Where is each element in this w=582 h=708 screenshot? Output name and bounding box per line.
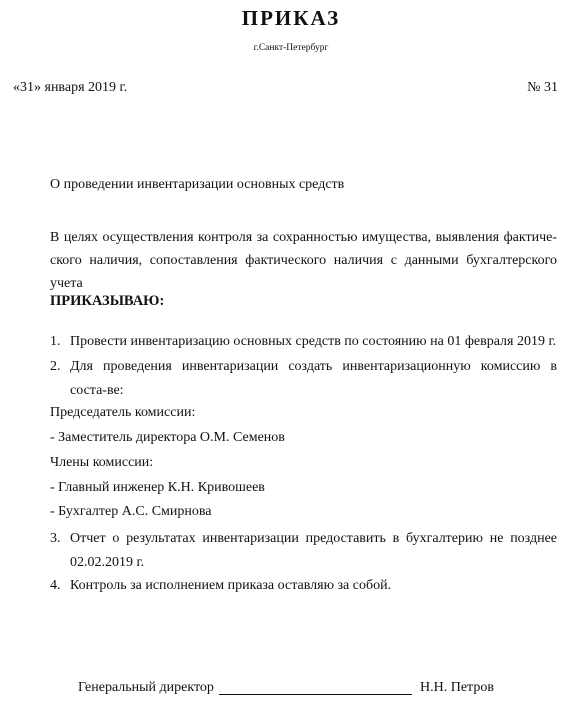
order-item-4 — [50, 574, 557, 598]
order-item-number: 1. — [50, 334, 61, 349]
document-title: ПРИКАЗ — [241, 6, 341, 30]
document-city: г.Санкт-Петербург — [253, 43, 329, 53]
order-item-text: Контроль за исполнением приказа оставляю за собой. — [70, 578, 392, 593]
order-item-text: Провести инвентаризацию основных средств по состоянию на 01 февраля 2019 г. — [70, 334, 557, 349]
document-date: «31» января 2019 г. — [13, 80, 128, 95]
order-item-text: Отчет о результатах инвентаризации предоставить в бухгалтерию не позднее 02.02.2019 г. — [70, 531, 557, 570]
order-item-1 — [50, 330, 557, 354]
order-item-number: 3. — [50, 531, 61, 546]
document-number: № 31 — [527, 80, 558, 95]
order-item-2 — [50, 355, 557, 403]
commission-members-label: Члены комиссии: — [50, 455, 154, 470]
order-item-3 — [50, 527, 557, 575]
commission-member: - Бухгалтер А.С. Смирнова — [50, 504, 212, 519]
order-item-number: 4. — [50, 578, 61, 593]
commission-member: - Главный инженер К.Н. Кривошеев — [50, 480, 265, 495]
order-word: ПРИКАЗЫВАЮ: — [50, 293, 165, 309]
commission-chair-label: Председатель комиссии: — [50, 405, 196, 420]
order-item-text: Для проведения инвентаризации создать инвентаризационную комиссию в соста-ве: — [70, 359, 557, 398]
signature-role: Генеральный директор — [78, 680, 214, 695]
document-subject: О проведении инвентаризации основных средств — [50, 177, 345, 192]
signature-line — [219, 694, 412, 695]
order-item-number: 2. — [50, 359, 61, 374]
preamble-paragraph: В целях осуществления контроля за сохранностью имущества, выявления фактиче-ского наличия, сопоставления фактического наличия с данными бухгалтерского учета — [50, 230, 557, 291]
commission-chair: - Заместитель директора О.М. Семенов — [50, 430, 285, 445]
signature-name: Н.Н. Петров — [420, 680, 494, 695]
